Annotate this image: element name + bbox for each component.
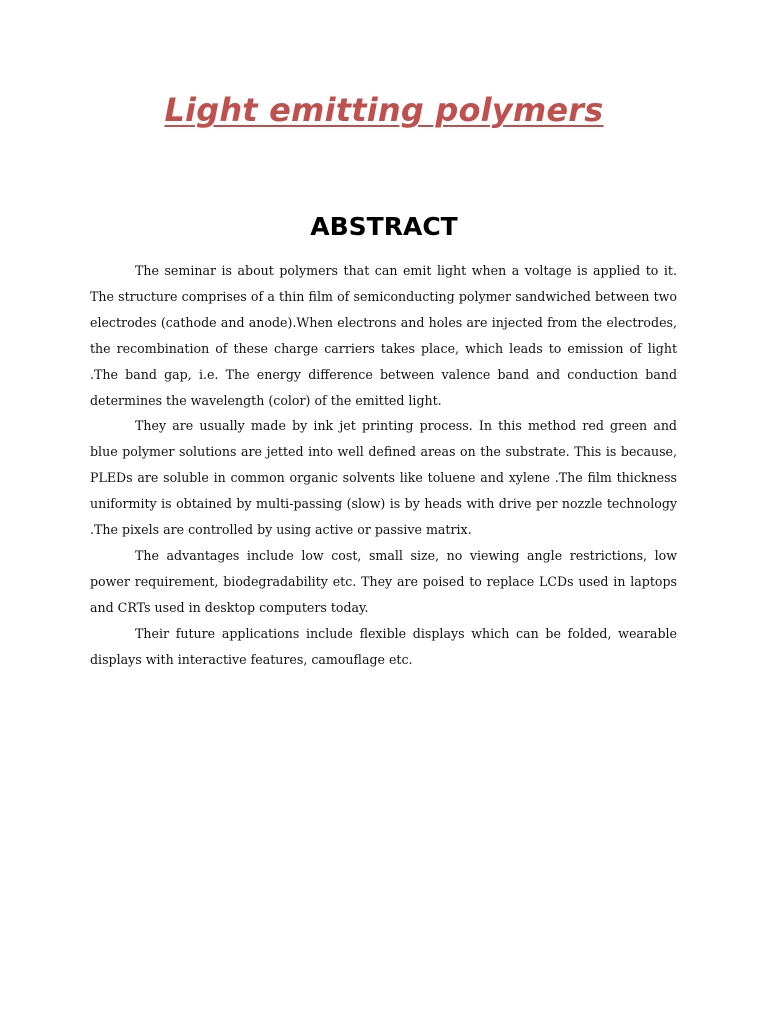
document-title: Light emitting polymers [164, 91, 604, 129]
abstract-heading: ABSTRACT [310, 212, 458, 241]
abstract-paragraph: The seminar is about polymers that can emit light when a voltage is applied to it. The structure comprises of a thin film of semiconducting polymer sandwiched between two electrodes (cathode and anode).When electrons and holes are injected from the electrodes, the recombination of these charge carriers takes place, which leads to emission of light .The band gap, i.e. The energy difference between valence band and conduction band determines the wavelength (color) of the emitted light. [90, 263, 677, 408]
abstract-paragraph: The advantages include low cost, small size, no viewing angle restrictions, low power requirement, biodegradability etc. They are poised to replace LCDs used in laptops and CRTs used in desktop computers today. [90, 547, 677, 615]
abstract-body [90, 258, 677, 673]
abstract-paragraph: They are usually made by ink jet printing process. In this method red green and blue polymer solutions are jetted into well defined areas on the substrate. This is because, PLEDs are soluble in common organic solvents like toluene and xylene .The film thickness uniformity is obtained by multi-passing (slow) is by heads with drive per nozzle technology .The pixels are controlled by using active or passive matrix. [90, 418, 677, 538]
abstract-paragraph: Their future applications include flexible displays which can be folded, wearable displays with interactive features, camouflage etc. [90, 625, 677, 667]
